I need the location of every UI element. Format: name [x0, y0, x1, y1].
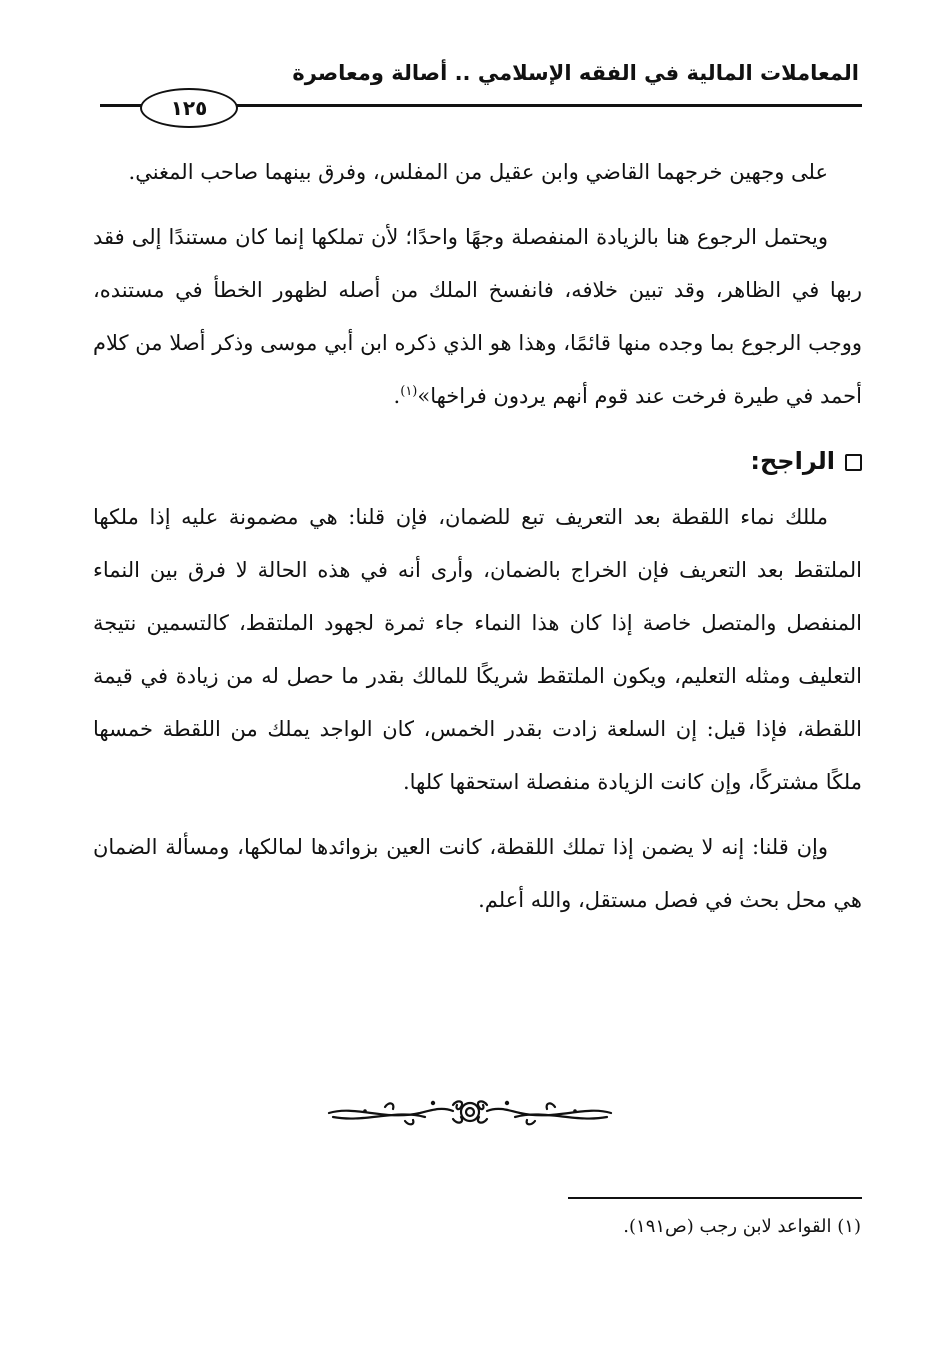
paragraph-3: مللك نماء اللقطة بعد التعريف تبع للضمان، فإن قلنا: هي مضمونة عليه إذا ملكها الملتقط بعد التعريف فإن الخراج بالضمان، وأرى أنه في هذه الحالة لا فرق بين النماء المنفصل والمتصل خاصة إذا كان هذا النماء جاء ثمرة لجهود الملتقط، كالتسمين نتيجة التعليف ومثله التعليم، ويكون الملتقط شريكًا للمالك بقدر ما حصل له من زيادة في قيمة اللقطة، فإذا قيل: إن السلعة زادت بقدر الخمس، كان الواجد يملك من اللقطة خمسها ملكًا مشتركًا، وإن كانت الزيادة منفصلة استحقها كلها.: [93, 505, 862, 794]
paragraph-4: وإن قلنا: إنه لا يضمن إذا تملك اللقطة، كانت العين بزوائدها لمالكها، ومسألة الضمان هي محل بحث في فصل مستقل، والله أعلم.: [93, 835, 862, 912]
square-bullet-icon: [845, 454, 862, 471]
ornament-divider-icon: [325, 1095, 615, 1129]
section-heading: [93, 437, 862, 485]
running-title: المعاملات المالية في الفقه الإسلامي .. أصالة ومعاصرة: [292, 61, 859, 85]
main-text: [93, 146, 862, 927]
page-number: ١٢٥: [140, 88, 238, 128]
section-heading-text: الراجح:: [750, 447, 835, 475]
paragraph-1: على وجهين خرجهما القاضي وابن عقيل من المفلس، وفرق بينهما صاحب المغني.: [128, 160, 828, 184]
footnote-1: (١) القواعد لابن رجب (ص١٩١).: [623, 1216, 861, 1237]
footnote-reference: (١): [400, 384, 418, 399]
paragraph-2: [93, 211, 862, 423]
paragraph-2-end: .: [393, 384, 401, 408]
footnote-rule: [568, 1197, 862, 1199]
paragraph-2-text: ويحتمل الرجوع هنا بالزيادة المنفصلة وجهًا واحدًا؛ لأن تملكها إنما كان مستندًا إلى فقد ربها في الظاهر، وقد تبين خلافه، فانفسخ الملك من أصله لظهور الخطأ في مستنده، ووجب الرجوع بما وجده منها قائمًا، وهذا هو الذي ذكره ابن أبي موسى وذكر أصلا من كلام أحمد في طيرة فرخت عند قوم أنهم يردون فراخها»: [93, 225, 862, 408]
